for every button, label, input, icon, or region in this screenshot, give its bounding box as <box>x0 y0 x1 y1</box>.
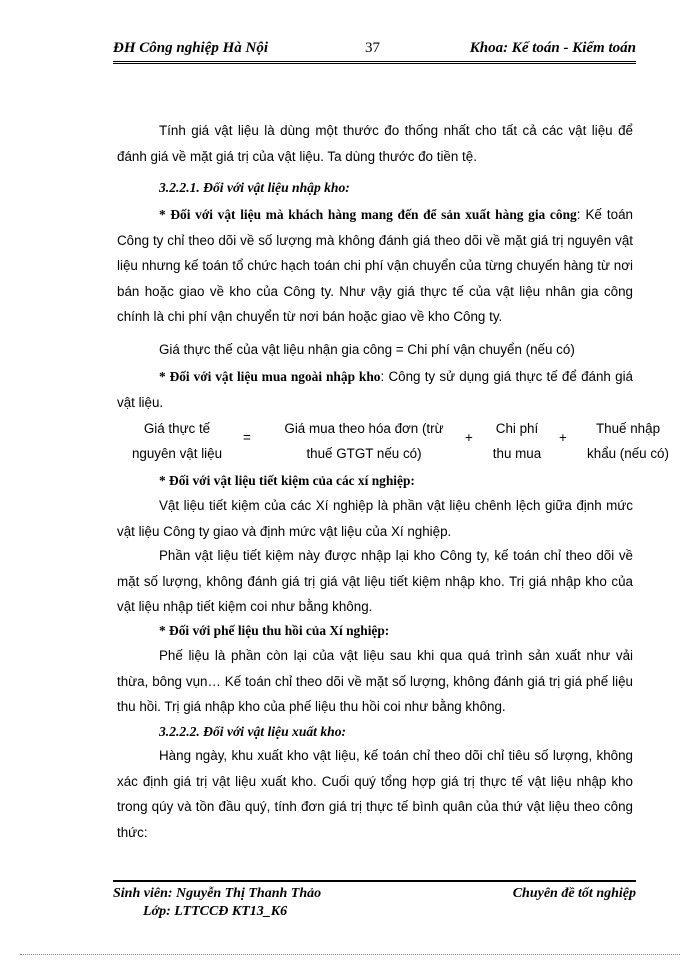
formula-plus-2: + <box>559 430 567 445</box>
purchased-text: : Công ty sử dụng giá thực tế để đánh giá vật liệu. <box>117 369 633 410</box>
processing-title: * Đối với vật liệu mà khách hàng mang đến để sản xuất hàng gia công <box>159 207 577 222</box>
footer-class: Lớp: LTTCCĐ KT13_K6 <box>143 904 288 919</box>
processing-paragraph <box>117 202 633 330</box>
purchased-title: * Đối với vật liệu mua ngoài nhập kho <box>159 369 381 384</box>
formula-purchase-cost: Chi phí thu mua <box>492 421 542 461</box>
formula-lhs: Giá thực tế nguyên vật liệu <box>131 421 223 461</box>
formula-import-tax: Thuế nhập khẩu (nếu có) <box>587 421 669 461</box>
export-paragraph: Hàng ngày, khu xuất kho vật liệu, kế toán chỉ theo dõi chỉ tiêu số lượng, không xác định giá trị vật liệu xuất kho. Cuối quý tổng hợp giá trị thực tế vật liệu nhập kho trong qúy và tồn đầu quý, tính đơn giá trị thực tế bình quân của thứ vật liệu theo công thức: <box>117 748 633 840</box>
footer-student: Sinh viên: Nguyễn Thị Thanh Thảo <box>113 886 322 901</box>
section-heading-export: 3.2.2.2. Đối với vật liệu xuất kho: <box>159 724 347 739</box>
formula-purchase-price: Giá mua theo hóa đơn (trừ thuế GTGT nếu có) <box>284 421 444 461</box>
page-footer <box>113 880 636 919</box>
processing-formula-line: Giá thực thế của vật liệu nhận gia công = Chi phí vận chuyển (nếu có) <box>159 342 575 357</box>
savings-paragraph-1: Vật liệu tiết kiệm của các Xí nghiệp là phần vật liệu chênh lệch giữa định mức vật liệu Công ty giao và định mức vật liệu của Xí nghiệp. <box>117 498 633 539</box>
header-university: ĐH Công nghiệp Hà Nội <box>113 40 269 56</box>
page-number: 37 <box>365 40 380 56</box>
formula-plus-1: + <box>465 430 473 445</box>
savings-paragraph-2: Phần vật liệu tiết kiệm này được nhập lại kho Công ty, kế toán chỉ theo dõi về mặt số lượng, không đánh giá trị giá vật liệu tiết kiệm nhập kho. Trị giá nhập kho của vật liệu nhập tiết kiệm coi như bằng không. <box>117 548 633 615</box>
header-rule <box>113 61 636 64</box>
intro-paragraph: Tính giá vật liệu là dùng một thước đo thống nhất cho tất cả các vật liệu để đánh giá về mặt giá trị của vật liệu. Ta dùng thước đo tiền tệ. <box>117 123 633 164</box>
savings-title: * Đối với vật liệu tiết kiệm của các xí nghiệp: <box>159 473 415 488</box>
scrap-title: * Đối với phế liệu thu hồi của Xí nghiệp: <box>159 623 390 638</box>
purchased-paragraph <box>117 364 633 415</box>
header-faculty: Khoa: Kế toán - Kiểm toán <box>469 40 636 56</box>
footer-document-type: Chuyên đề tốt nghiệp <box>512 886 636 901</box>
section-heading-import: 3.2.2.1. Đối với vật liệu nhập kho: <box>159 180 350 195</box>
purchase-price-formula <box>117 414 677 466</box>
formula-equals: = <box>243 430 251 445</box>
footer-rule <box>113 880 636 882</box>
processing-text: : Kế toán Công ty chỉ theo dõi về số lượng mà không đánh giá theo dõi về mặt giá trị nguyên vật liệu nhưng kế toán tổ chức hạch toán chi phí vận chuyển của từng chuyến hàng từ nơi bán hoặc giao về kho của Công ty. Như vậy giá thực tế của vật liệu nhân gia công chính là chi phí vận chuyển từ nơi bán hoặc giao về kho Công ty. <box>117 207 633 325</box>
page-header <box>113 38 636 64</box>
page-edge-dots <box>20 954 680 955</box>
scrap-paragraph: Phế liệu là phần còn lại của vật liệu sau khi qua quá trình sản xuất như vải thừa, bông vụn… Kế toán chỉ theo dõi về mặt số lượng, không đánh giá trị giá phế liệu thu hồi. Trị giá nhập kho của phế liệu thu hồi coi như bằng không. <box>117 648 633 715</box>
